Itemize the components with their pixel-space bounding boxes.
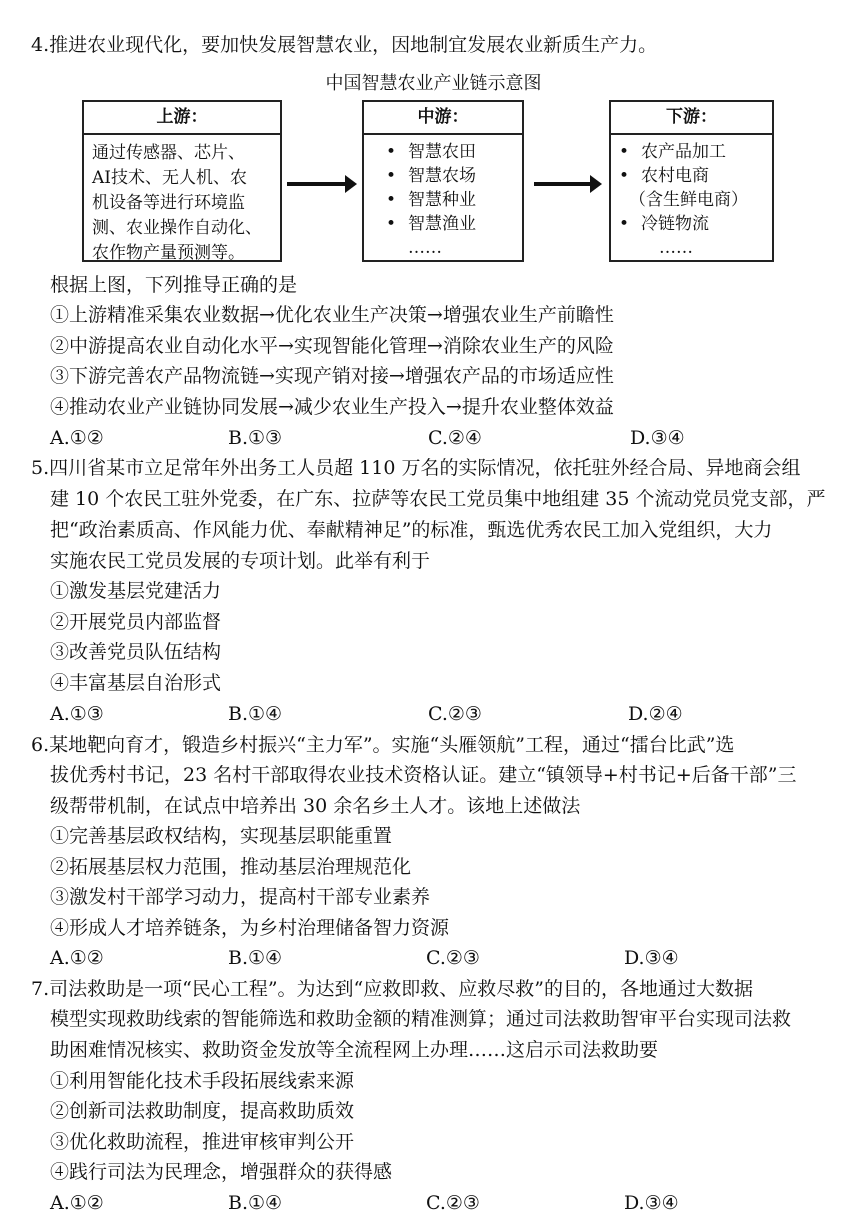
upstream-box <box>82 100 282 262</box>
midstream-item: • 智慧农田 <box>382 140 514 164</box>
downstream-title: 下游： <box>611 102 772 135</box>
q5-stem-line: 实施农民工党员发展的专项计划。此举有利于 <box>50 550 431 572</box>
q6-stem-line: 级帮带机制，在试点中培养出 30 余名乡土人才。该地上述做法 <box>50 795 581 817</box>
q5-option-c[interactable]: C.②③ <box>428 703 482 725</box>
q4-option-c[interactable]: C.②④ <box>428 427 482 449</box>
q5-stem-line: 5.四川省某市立足常年外出务工人员超 110 万名的实际情况，依托驻外经合局、异地商会组 <box>31 457 801 479</box>
q6-statement: ④形成人才培养链条，为乡村治理储备智力资源 <box>50 917 450 939</box>
downstream-box <box>609 100 774 262</box>
upstream-line: 机设备等进行环境监 <box>92 193 245 213</box>
diagram-title: 中国智慧农业产业链示意图 <box>325 73 542 94</box>
q5-option-b[interactable]: B.①④ <box>228 703 283 725</box>
q7-stem-line: 助困难情况核实、救助资金发放等全流程网上办理……这启示司法救助要 <box>50 1039 659 1061</box>
downstream-note: （含生鲜电商） <box>629 190 748 210</box>
midstream-item: • 智慧种业 <box>382 188 514 212</box>
arrow-right-icon <box>534 182 592 186</box>
q7-option-a[interactable]: A.①② <box>50 1192 104 1214</box>
midstream-item: • 智慧农场 <box>382 164 514 188</box>
q5-statement: ②开展党员内部监督 <box>50 611 222 633</box>
midstream-item: • 智慧渔业 <box>382 212 514 236</box>
downstream-more: …… <box>659 238 693 258</box>
q6-stem-line: 6.某地靶向育才，锻造乡村振兴“主力军”。实施“头雁领航”工程，通过“擂台比武”选 <box>31 734 735 756</box>
q6-option-b[interactable]: B.①④ <box>228 947 283 969</box>
upstream-line: AI技术、无人机、农 <box>92 168 247 188</box>
q7-option-b[interactable]: B.①④ <box>228 1192 283 1214</box>
q7-statement: ②创新司法救助制度，提高救助质效 <box>50 1100 355 1122</box>
q6-statement: ③激发村干部学习动力，提高村干部专业素养 <box>50 886 431 908</box>
q4-option-a[interactable]: A.①② <box>50 427 104 449</box>
downstream-item: • 农村电商 <box>615 164 770 188</box>
arrow-right-icon <box>287 182 347 186</box>
q4-option-d[interactable]: D.③④ <box>630 427 685 449</box>
q7-option-d[interactable]: D.③④ <box>624 1192 679 1214</box>
q4-statement: ③下游完善农产品物流链→实现产销对接→增强农产品的市场适应性 <box>50 365 614 387</box>
midstream-box <box>362 100 524 262</box>
q4-statement: ④推动农业产业链协同发展→减少农业生产投入→提升农业整体效益 <box>50 396 614 418</box>
q6-stem-line: 拔优秀村书记，23 名村干部取得农业技术资格认证。建立“镇领导+村书记+后备干部”三 <box>50 764 797 786</box>
q7-statement: ④践行司法为民理念，增强群众的获得感 <box>50 1161 393 1183</box>
q6-option-d[interactable]: D.③④ <box>624 947 679 969</box>
q6-option-a[interactable]: A.①② <box>50 947 104 969</box>
q4-ask: 根据上图，下列推导正确的是 <box>50 274 298 296</box>
q4-statement: ①上游精准采集农业数据→优化农业生产决策→增强农业生产前瞻性 <box>50 304 614 326</box>
midstream-title: 中游： <box>364 102 522 135</box>
upstream-line: 通过传感器、芯片、 <box>92 143 245 163</box>
downstream-item: • 农产品加工 <box>615 140 770 164</box>
q5-statement: ④丰富基层自治形式 <box>50 672 222 694</box>
q6-statement: ①完善基层政权结构，实现基层职能重置 <box>50 825 393 847</box>
q7-option-c[interactable]: C.②③ <box>426 1192 480 1214</box>
upstream-line: 农作物产量预测等。 <box>92 243 245 263</box>
upstream-line: 测、农业操作自动化、 <box>92 218 262 238</box>
q4-stem: 4.推进农业现代化，要加快发展智慧农业，因地制宜发展农业新质生产力。 <box>31 34 658 56</box>
q7-stem-line: 模型实现救助线索的智能筛选和救助金额的精准测算；通过司法救助智审平台实现司法救 <box>50 1008 792 1030</box>
q5-statement: ③改善党员队伍结构 <box>50 641 222 663</box>
q5-stem-line: 建 10 个农民工驻外党委，在广东、拉萨等农民工党员集中地组建 35 个流动党员党支部，严 <box>50 488 826 510</box>
upstream-title: 上游： <box>84 102 280 135</box>
downstream-item: • 冷链物流 <box>615 212 770 236</box>
q7-stem-line: 7.司法救助是一项“民心工程”。为达到“应救即救、应救尽救”的目的，各地通过大数据 <box>31 978 753 1000</box>
q7-statement: ③优化救助流程，推进审核审判公开 <box>50 1131 355 1153</box>
q5-option-d[interactable]: D.②④ <box>628 703 683 725</box>
q4-statement: ②中游提高农业自动化水平→实现智能化管理→消除农业生产的风险 <box>50 335 614 357</box>
q6-statement: ②拓展基层权力范围，推动基层治理规范化 <box>50 856 412 878</box>
q5-stem-line: 把“政治素质高、作风能力优、奉献精神足”的标准，甄选优秀农民工加入党组织，大力 <box>50 519 773 541</box>
q4-option-b[interactable]: B.①③ <box>228 427 283 449</box>
q6-option-c[interactable]: C.②③ <box>426 947 480 969</box>
midstream-more: …… <box>408 238 442 258</box>
q5-statement: ①激发基层党建活力 <box>50 580 222 602</box>
q7-statement: ①利用智能化技术手段拓展线索来源 <box>50 1070 355 1092</box>
q5-option-a[interactable]: A.①③ <box>50 703 104 725</box>
